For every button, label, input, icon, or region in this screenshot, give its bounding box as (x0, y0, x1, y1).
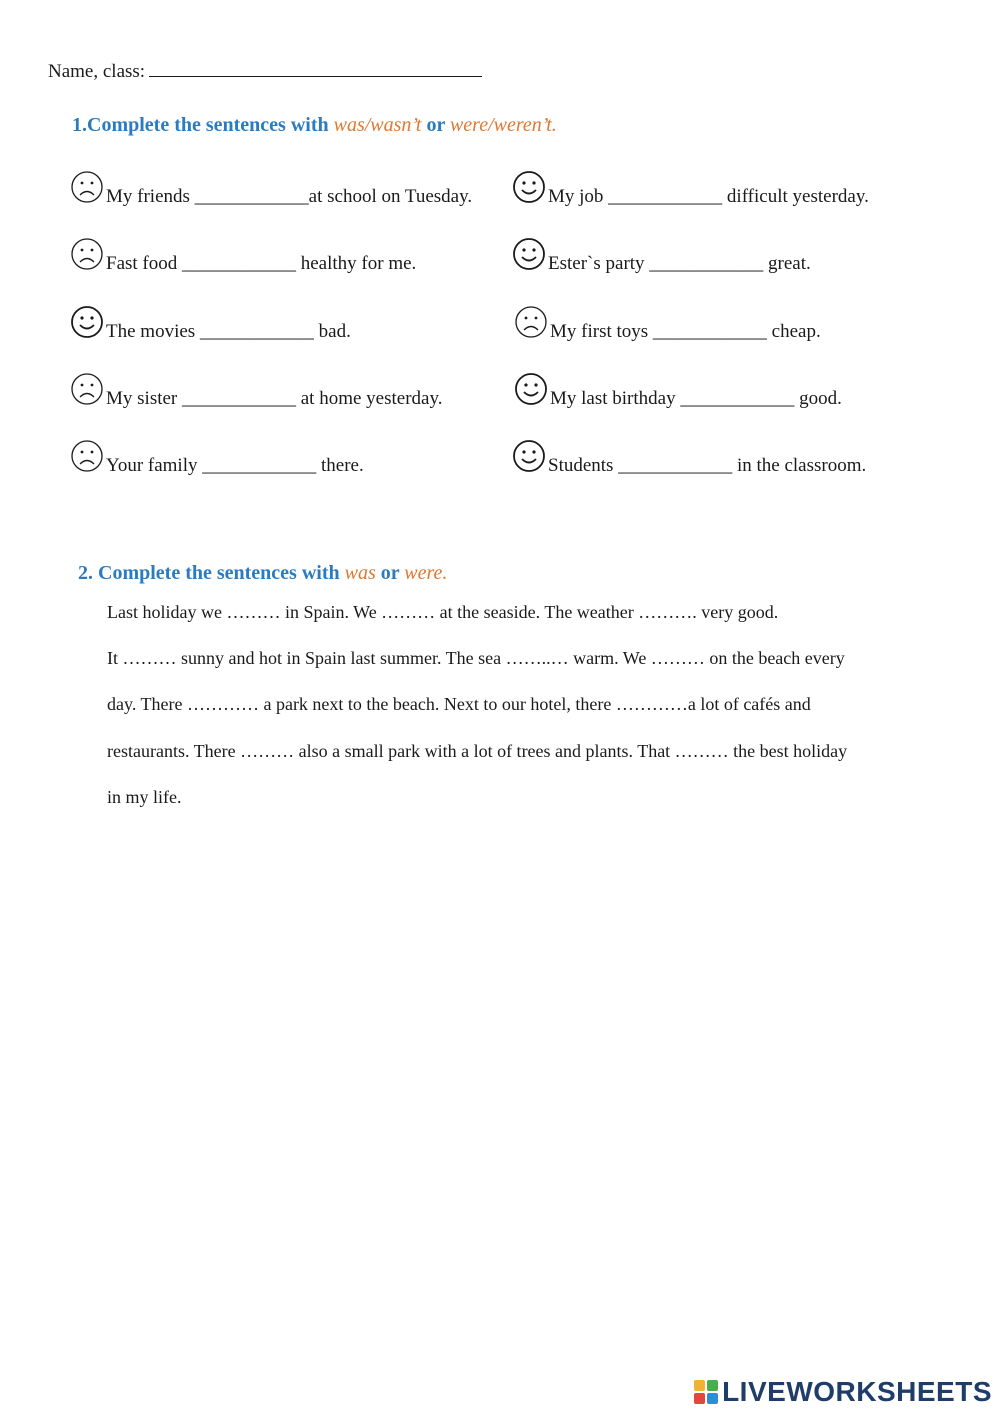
sentence-3 (70, 241, 416, 275)
sentence-9 (70, 443, 364, 477)
section2-title-prefix: 2. Complete the sentences with (78, 562, 345, 584)
sentence-text: Your family ____________ there. (106, 455, 364, 476)
sentence-text: Students ____________ in the classroom. (548, 455, 867, 476)
sentence-7 (70, 376, 443, 410)
name-class-line (48, 58, 482, 83)
sad-face-icon (70, 237, 104, 271)
sentence-text: My last birthday ____________ good. (550, 388, 842, 409)
happy-face-icon (512, 237, 546, 271)
happy-face-icon (512, 170, 546, 204)
logo-text: LIVEWORKSHEETS (722, 1376, 992, 1407)
sentence-text: My sister ____________ at home yesterday. (106, 388, 443, 409)
sentence-5 (70, 309, 351, 343)
sad-face-icon (70, 170, 104, 204)
sentence-6 (514, 309, 821, 343)
section2-title-mid: or (375, 562, 405, 584)
sentence-text: My job ____________ difficult yesterday. (548, 186, 869, 207)
sentence-text: My friends ____________at school on Tuesday. (106, 186, 473, 207)
sentence-8 (514, 376, 842, 410)
sentence-text: Ester`s party ____________ great. (548, 253, 811, 274)
section1-title-hl2: were/weren’t. (449, 114, 557, 136)
section2-title-hl1: was (344, 562, 376, 584)
section2-title (78, 562, 447, 585)
sentence-2 (512, 174, 869, 208)
sad-face-icon (70, 439, 104, 473)
name-class-blank[interactable] (149, 58, 482, 77)
sad-face-icon (514, 305, 548, 339)
section1-title (72, 114, 557, 137)
sentence-10 (512, 443, 866, 477)
section1-title-hl1: was/wasn’t (333, 114, 422, 136)
happy-face-icon (70, 305, 104, 339)
happy-face-icon (512, 439, 546, 473)
section2-title-hl2: were. (404, 562, 448, 584)
sentence-text: The movies ____________ bad. (106, 321, 351, 342)
liveworksheets-mark-icon (694, 1380, 718, 1404)
sentence-text: Fast food ____________ healthy for me. (106, 253, 417, 274)
section1-title-prefix: 1.Complete the sentences with (72, 114, 334, 136)
happy-face-icon (514, 372, 548, 406)
paragraph-line: restaurants. There ……… also a small park with a lot of trees and plants. That ……… the best holiday (107, 741, 848, 761)
sentence-4 (512, 241, 811, 275)
name-class-label: Name, class: (48, 61, 146, 82)
sentence-text: My first toys ____________ cheap. (550, 321, 821, 342)
liveworksheets-logo (694, 1376, 992, 1408)
sad-face-icon (70, 372, 104, 406)
section1-title-mid: or (421, 114, 450, 136)
paragraph-line: day. There ………… a park next to the beach. Next to our hotel, there …………a lot of cafés and (107, 694, 811, 714)
paragraph-line: in my life. (107, 787, 182, 807)
paragraph-line: Last holiday we ……… in Spain. We ……… at the seaside. The weather ………. very good. (107, 602, 779, 622)
paragraph-line: It ……… sunny and hot in Spain last summer. The sea ……..… warm. We ……… on the beach every (107, 648, 845, 668)
sentence-1 (70, 174, 472, 208)
